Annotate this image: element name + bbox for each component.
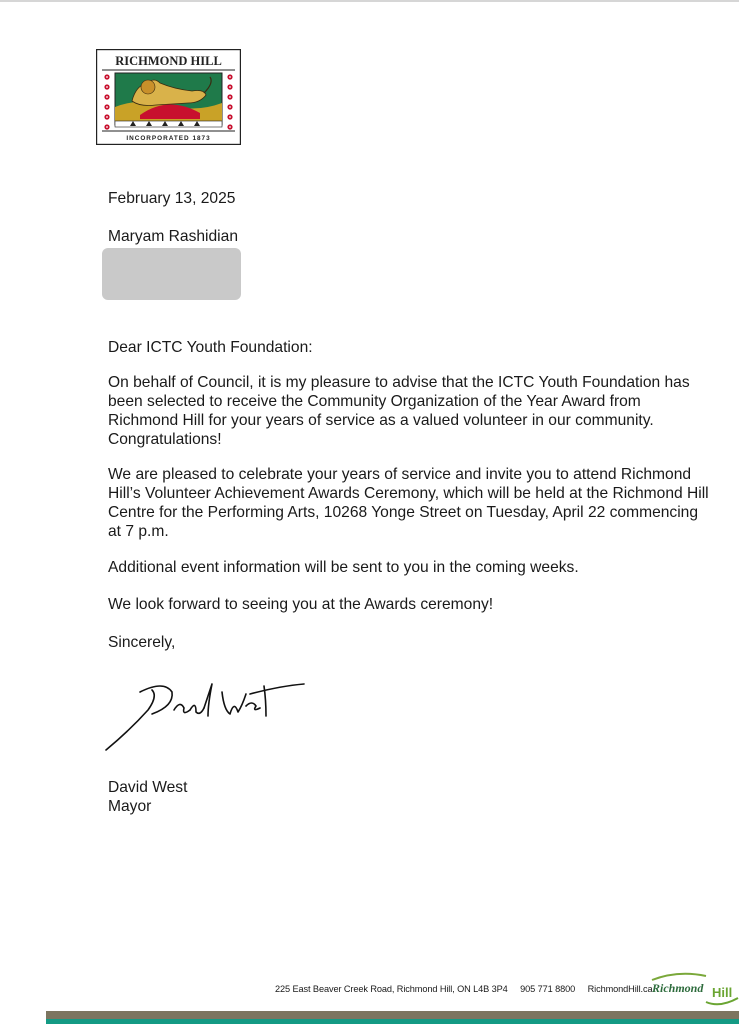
crest-incorporated-text: INCORPORATED 1873 xyxy=(126,135,211,142)
crest-town-name: RICHMOND HILL xyxy=(115,54,222,68)
footer-brown-band xyxy=(46,1011,739,1019)
signer-name: David West xyxy=(108,779,188,796)
salutation: Dear ICTC Youth Foundation: xyxy=(108,339,313,356)
paragraph-ceremony-invite: We are pleased to celebrate your years of service and invite you to attend Richmond Hill’s Volunteer Achievement Awards Ceremony, which will be held at the Richmond Hill Centre for the Performing Arts, 10268 Yonge Street on Tuesday, April 22 commencing at 7 p.m. xyxy=(108,466,709,540)
footer-address: 225 East Beaver Creek Road, Richmond Hill, ON L4B 3P4 xyxy=(275,984,508,994)
redacted-address-block xyxy=(102,248,241,300)
letter-date: February 13, 2025 xyxy=(108,190,236,207)
footer-website: RichmondHill.ca xyxy=(587,984,653,994)
richmond-hill-footer-logo xyxy=(648,970,739,1010)
footer-phone: 905 771 8800 xyxy=(520,984,576,994)
svg-text:Richmond: Richmond xyxy=(652,981,704,995)
richmond-hill-crest-logo xyxy=(96,49,241,145)
signer-block xyxy=(108,778,713,816)
closing: Sincerely, xyxy=(108,634,176,651)
paragraph-additional-info: Additional event information will be sent to you in the coming weeks. xyxy=(108,559,579,576)
footer-teal-band xyxy=(46,1019,739,1024)
paragraph-look-forward: We look forward to seeing you at the Awards ceremony! xyxy=(108,596,494,613)
paragraph-award-notice: On behalf of Council, it is my pleasure to advise that the ICTC Youth Foundation has been selected to receive the Community Organization of the Year Award from Richmond Hill for your years of service as a valued volunteer in our community. Congratulations! xyxy=(108,374,690,448)
page-top-rule xyxy=(0,0,739,2)
recipient-name: Maryam Rashidian xyxy=(108,228,238,245)
handwritten-signature xyxy=(100,670,310,760)
svg-text:Hill: Hill xyxy=(712,985,733,1000)
signer-title: Mayor xyxy=(108,798,152,815)
footer-contact-line xyxy=(275,984,662,994)
